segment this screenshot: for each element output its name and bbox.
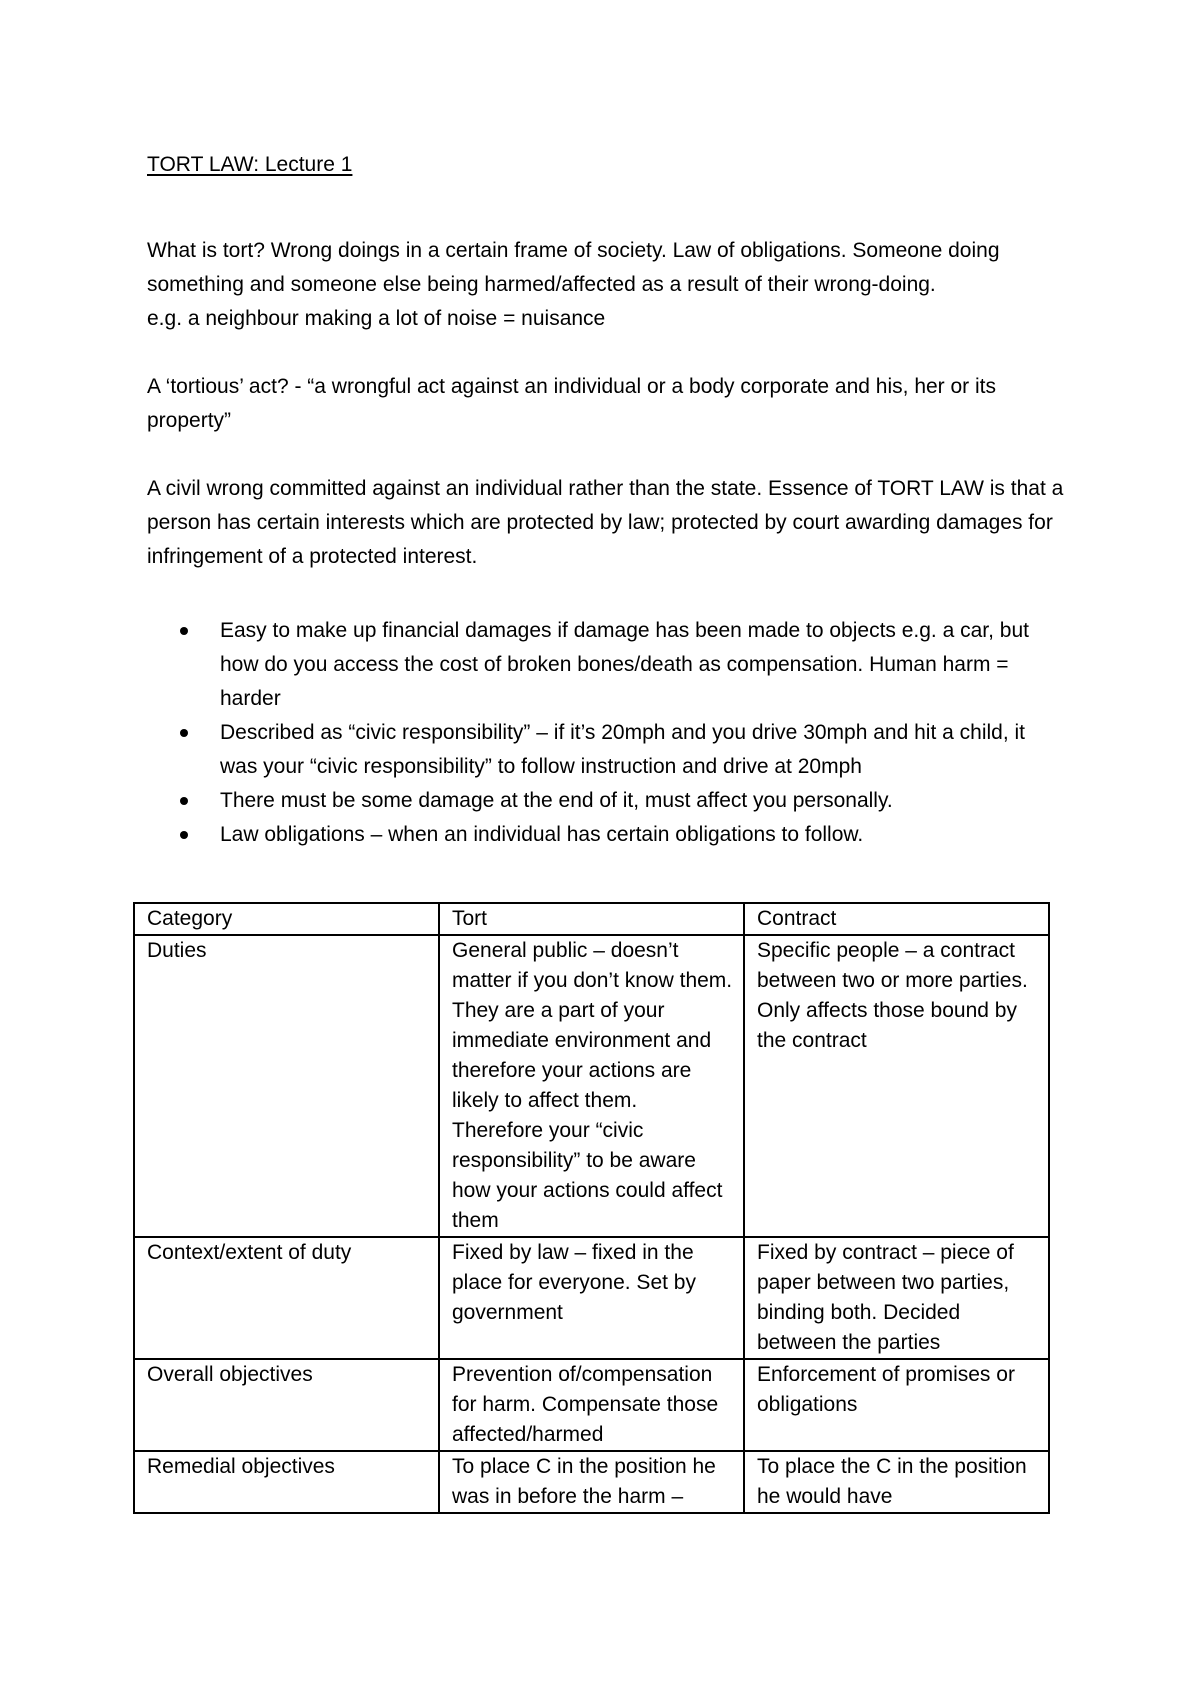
- tortious-act-paragraph: A ‘tortious’ act? - “a wrongful act against an individual or a body corporate and his, her or its property”: [147, 375, 997, 432]
- header-contract: Contract: [744, 903, 1049, 935]
- table-row: [134, 1237, 1049, 1359]
- cell-category: Context/extent of duty: [134, 1237, 439, 1359]
- document-body: [147, 148, 1067, 852]
- list-item: Law obligations – when an individual has certain obligations to follow.: [220, 818, 1067, 852]
- header-category: Category: [134, 903, 439, 935]
- list-item: Easy to make up financial damages if damage has been made to objects e.g. a car, but how do you access the cost of broken bones/death as compensation. Human harm = harder: [220, 614, 1067, 716]
- table-header-row: [134, 903, 1049, 935]
- example-line: e.g. a neighbour making a lot of noise = nuisance: [147, 307, 606, 330]
- table-row: [134, 1359, 1049, 1451]
- bullet-list: [147, 614, 1067, 852]
- civil-wrong-paragraph: A civil wrong committed against an individual rather than the state. Essence of TORT LAW is that a person has certain interests which are protected by law; protected by court awarding damages for infringement of a protected interest.: [147, 477, 1064, 568]
- table-row: [134, 1451, 1049, 1513]
- cell-contract: To place the C in the position he would have: [744, 1451, 1049, 1513]
- cell-contract: Fixed by contract – piece of paper between two parties, binding both. Decided between the parties: [744, 1237, 1049, 1359]
- cell-tort: General public – doesn’t matter if you don’t know them. They are a part of your immediate environment and therefore your actions are likely to affect them. Therefore your “civic responsibility” to be aware how your actions could affect them: [439, 935, 744, 1237]
- cell-contract: Specific people – a contract between two or more parties. Only affects those bound by the contract: [744, 935, 1049, 1237]
- header-tort: Tort: [439, 903, 744, 935]
- table-row: [134, 935, 1049, 1237]
- cell-category: Remedial objectives: [134, 1451, 439, 1513]
- cell-tort: To place C in the position he was in before the harm –: [439, 1451, 744, 1513]
- cell-tort: Prevention of/compensation for harm. Compensate those affected/harmed: [439, 1359, 744, 1451]
- cell-tort: Fixed by law – fixed in the place for everyone. Set by government: [439, 1237, 744, 1359]
- cell-contract: Enforcement of promises or obligations: [744, 1359, 1049, 1451]
- comparison-table-wrap: [133, 902, 1050, 1514]
- list-item: There must be some damage at the end of it, must affect you personally.: [220, 784, 1067, 818]
- cell-category: Duties: [134, 935, 439, 1237]
- intro-paragraph: What is tort? Wrong doings in a certain frame of society. Law of obligations. Someone doing something and someone else being harmed/affected as a result of their wrong-doing.: [147, 239, 1000, 296]
- comparison-table: [133, 902, 1050, 1514]
- list-item: Described as “civic responsibility” – if it’s 20mph and you drive 30mph and hit a child, it was your “civic responsibility” to follow instruction and drive at 20mph: [220, 716, 1067, 784]
- cell-category: Overall objectives: [134, 1359, 439, 1451]
- page-title: TORT LAW: Lecture 1: [147, 153, 353, 176]
